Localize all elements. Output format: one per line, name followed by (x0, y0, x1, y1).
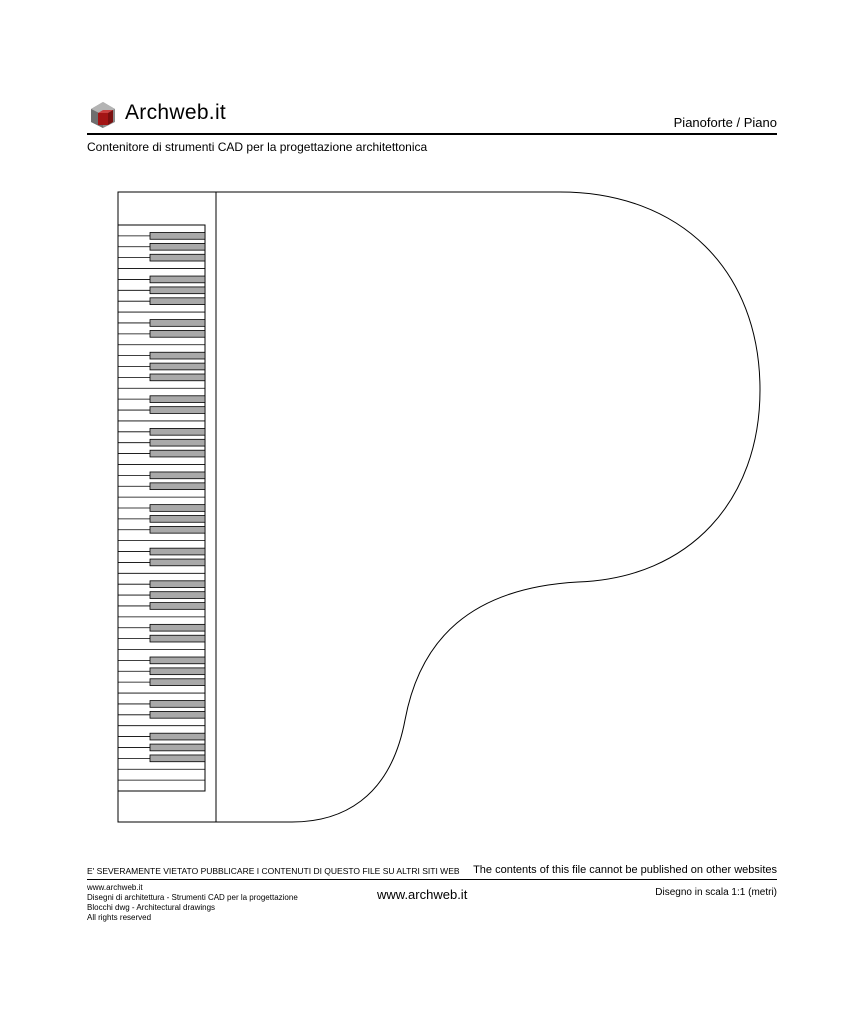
black-key (150, 233, 205, 240)
black-key (150, 624, 205, 631)
footer-line: Disegni di architettura - Strumenti CAD per la progettazione (87, 893, 298, 902)
warning-english: The contents of this file cannot be published on other websites (473, 864, 777, 876)
black-key (150, 276, 205, 283)
black-key (150, 559, 205, 566)
footer-website-link[interactable]: www.archweb.it (377, 887, 468, 902)
brand-name[interactable]: Archweb.it (125, 101, 227, 124)
black-key (150, 733, 205, 740)
black-key (150, 755, 205, 762)
black-key (150, 657, 205, 664)
footer-line: Blocchi dwg - Architectural drawings (87, 903, 216, 912)
footer-divider (87, 879, 777, 880)
black-key (150, 298, 205, 305)
black-key (150, 603, 205, 610)
black-key (150, 396, 205, 403)
black-key (150, 287, 205, 294)
black-key (150, 668, 205, 675)
black-key (150, 744, 205, 751)
keyboard-keys (118, 233, 205, 781)
black-key (150, 374, 205, 381)
black-key (150, 516, 205, 523)
black-key (150, 592, 205, 599)
black-key (150, 701, 205, 708)
black-key (150, 472, 205, 479)
black-key (150, 679, 205, 686)
black-key (150, 330, 205, 337)
black-key (150, 243, 205, 250)
black-key (150, 352, 205, 359)
warning-italian: E' SEVERAMENTE VIETATO PUBBLICARE I CONTENUTI DI QUESTO FILE SU ALTRI SITI WEB (87, 866, 460, 876)
scale-note: Disegno in scala 1:1 (metri) (655, 887, 777, 898)
page-title: Pianoforte / Piano (673, 115, 777, 130)
footer-info (87, 883, 298, 923)
black-key (150, 635, 205, 642)
footer-line: All rights reserved (87, 913, 152, 922)
black-key (150, 439, 205, 446)
black-key (150, 711, 205, 718)
black-key (150, 363, 205, 370)
black-key (150, 581, 205, 588)
black-key (150, 526, 205, 533)
black-key (150, 254, 205, 261)
black-key (150, 548, 205, 555)
black-key (150, 407, 205, 414)
page-subtitle: Contenitore di strumenti CAD per la progettazione architettonica (87, 140, 428, 154)
black-key (150, 428, 205, 435)
black-key (150, 505, 205, 512)
black-key (150, 483, 205, 490)
piano-body-outline (118, 192, 760, 822)
black-key (150, 320, 205, 327)
black-key (150, 450, 205, 457)
footer-line[interactable]: www.archweb.it (87, 883, 143, 892)
